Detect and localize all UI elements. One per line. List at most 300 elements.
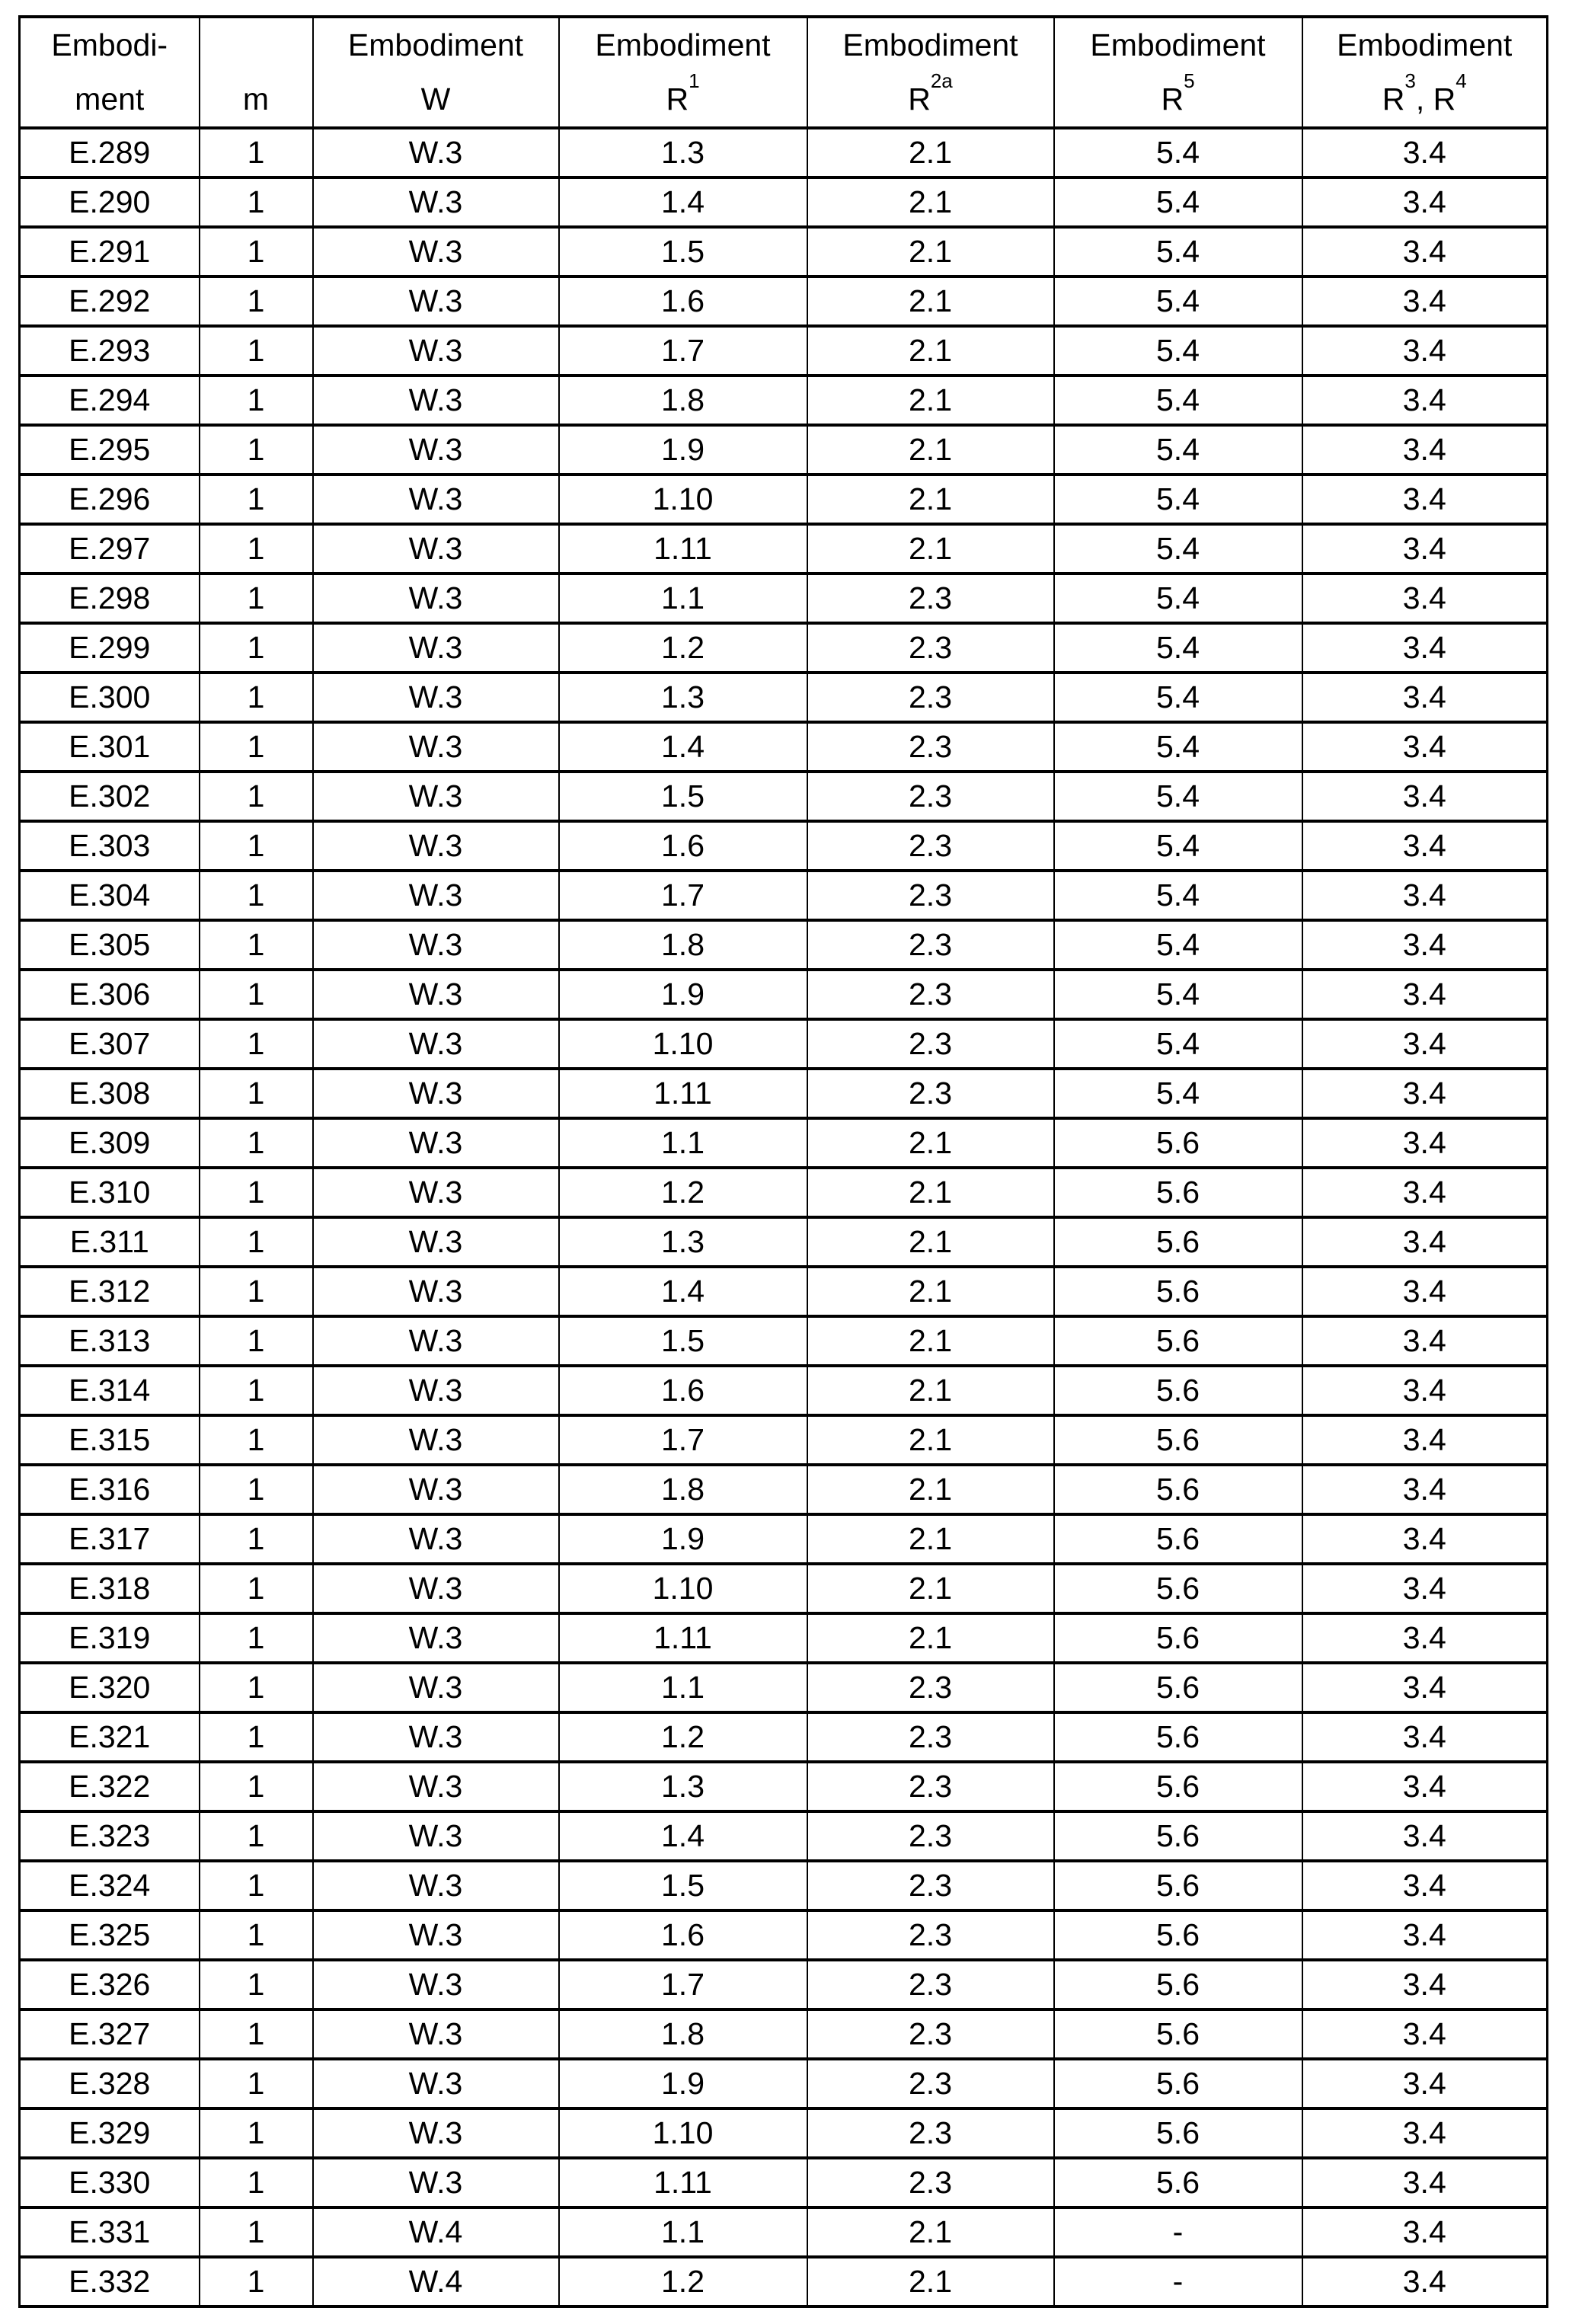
cell-embodiment: E.298 bbox=[20, 574, 200, 623]
cell-embodiment: E.294 bbox=[20, 376, 200, 425]
cell-r5: 5.6 bbox=[1054, 1465, 1302, 1514]
cell-embodiment: E.306 bbox=[20, 970, 200, 1019]
cell-w: W.3 bbox=[313, 673, 559, 722]
cell-r3-r4: 3.4 bbox=[1302, 821, 1548, 871]
cell-w: W.3 bbox=[313, 772, 559, 821]
cell-r5: 5.6 bbox=[1054, 1168, 1302, 1217]
cell-r2a: 2.3 bbox=[807, 920, 1054, 970]
cell-r2a: 2.3 bbox=[807, 2009, 1054, 2059]
cell-r2a: 2.3 bbox=[807, 1811, 1054, 1861]
cell-r2a: 2.1 bbox=[807, 1564, 1054, 1613]
cell-w: W.3 bbox=[313, 1613, 559, 1663]
cell-embodiment: E.304 bbox=[20, 871, 200, 920]
cell-w: W.4 bbox=[313, 2207, 559, 2257]
cell-m: 1 bbox=[200, 128, 313, 177]
cell-r5: 5.4 bbox=[1054, 475, 1302, 524]
table-row bbox=[20, 425, 1548, 475]
cell-r2a: 2.1 bbox=[807, 1415, 1054, 1465]
cell-r2a: 2.1 bbox=[807, 1465, 1054, 1514]
cell-r2a: 2.1 bbox=[807, 376, 1054, 425]
cell-embodiment: E.299 bbox=[20, 623, 200, 673]
cell-r2a: 2.3 bbox=[807, 1910, 1054, 1960]
cell-m: 1 bbox=[200, 1415, 313, 1465]
cell-r2a: 2.1 bbox=[807, 2257, 1054, 2306]
cell-embodiment: E.321 bbox=[20, 1712, 200, 1762]
table-row bbox=[20, 623, 1548, 673]
cell-m: 1 bbox=[200, 2059, 313, 2108]
cell-r1: 1.7 bbox=[559, 1960, 807, 2009]
cell-r3-r4: 3.4 bbox=[1302, 1415, 1548, 1465]
cell-r1: 1.9 bbox=[559, 970, 807, 1019]
table-row bbox=[20, 1712, 1548, 1762]
cell-r5: 5.6 bbox=[1054, 1613, 1302, 1663]
cell-w: W.3 bbox=[313, 128, 559, 177]
cell-r2a: 2.1 bbox=[807, 1316, 1054, 1366]
cell-embodiment: E.328 bbox=[20, 2059, 200, 2108]
cell-embodiment: E.325 bbox=[20, 1910, 200, 1960]
cell-embodiment: E.327 bbox=[20, 2009, 200, 2059]
cell-w: W.3 bbox=[313, 1910, 559, 1960]
cell-embodiment: E.289 bbox=[20, 128, 200, 177]
cell-w: W.3 bbox=[313, 1960, 559, 2009]
cell-r3-r4: 3.4 bbox=[1302, 1613, 1548, 1663]
cell-m: 1 bbox=[200, 871, 313, 920]
cell-w: W.3 bbox=[313, 376, 559, 425]
cell-m: 1 bbox=[200, 1910, 313, 1960]
cell-r5: 5.4 bbox=[1054, 227, 1302, 277]
cell-r1: 1.9 bbox=[559, 1514, 807, 1564]
cell-r2a: 2.3 bbox=[807, 871, 1054, 920]
cell-r2a: 2.3 bbox=[807, 722, 1054, 772]
cell-r2a: 2.1 bbox=[807, 1267, 1054, 1316]
cell-r2a: 2.1 bbox=[807, 1118, 1054, 1168]
cell-r3-r4: 3.4 bbox=[1302, 920, 1548, 970]
cell-w: W.4 bbox=[313, 2257, 559, 2306]
cell-embodiment: E.329 bbox=[20, 2108, 200, 2158]
cell-r2a: 2.3 bbox=[807, 1663, 1054, 1712]
cell-r1: 1.9 bbox=[559, 425, 807, 475]
cell-embodiment: E.310 bbox=[20, 1168, 200, 1217]
cell-r2a: 2.1 bbox=[807, 277, 1054, 326]
cell-r1: 1.2 bbox=[559, 2257, 807, 2306]
cell-embodiment: E.292 bbox=[20, 277, 200, 326]
table-row bbox=[20, 376, 1548, 425]
cell-r3-r4: 3.4 bbox=[1302, 1861, 1548, 1910]
cell-r3-r4: 3.4 bbox=[1302, 1366, 1548, 1415]
cell-r3-r4: 3.4 bbox=[1302, 2108, 1548, 2158]
header-r1: Embodiment $R^1$ bbox=[559, 17, 807, 128]
cell-w: W.3 bbox=[313, 177, 559, 227]
cell-m: 1 bbox=[200, 1811, 313, 1861]
cell-r5: 5.6 bbox=[1054, 1811, 1302, 1861]
cell-embodiment: E.309 bbox=[20, 1118, 200, 1168]
cell-m: 1 bbox=[200, 1465, 313, 1514]
table-row bbox=[20, 821, 1548, 871]
table-row bbox=[20, 475, 1548, 524]
cell-embodiment: E.313 bbox=[20, 1316, 200, 1366]
cell-m: 1 bbox=[200, 772, 313, 821]
cell-r5: 5.4 bbox=[1054, 277, 1302, 326]
cell-r2a: 2.1 bbox=[807, 326, 1054, 376]
cell-embodiment: E.308 bbox=[20, 1069, 200, 1118]
cell-m: 1 bbox=[200, 1118, 313, 1168]
table-row bbox=[20, 227, 1548, 277]
cell-r1: 1.10 bbox=[559, 2108, 807, 2158]
cell-r5: 5.6 bbox=[1054, 1564, 1302, 1613]
cell-r2a: 2.1 bbox=[807, 1366, 1054, 1415]
cell-r5: 5.4 bbox=[1054, 871, 1302, 920]
cell-m: 1 bbox=[200, 1019, 313, 1069]
cell-w: W.3 bbox=[313, 1217, 559, 1267]
cell-w: W.3 bbox=[313, 277, 559, 326]
cell-r1: 1.4 bbox=[559, 1811, 807, 1861]
cell-embodiment: E.300 bbox=[20, 673, 200, 722]
cell-r5: 5.4 bbox=[1054, 425, 1302, 475]
cell-r5: 5.6 bbox=[1054, 1118, 1302, 1168]
cell-r1: 1.10 bbox=[559, 1019, 807, 1069]
table-row bbox=[20, 1217, 1548, 1267]
cell-embodiment: E.311 bbox=[20, 1217, 200, 1267]
cell-r3-r4: 3.4 bbox=[1302, 970, 1548, 1019]
cell-w: W.3 bbox=[313, 1069, 559, 1118]
cell-embodiment: E.324 bbox=[20, 1861, 200, 1910]
cell-m: 1 bbox=[200, 475, 313, 524]
cell-m: 1 bbox=[200, 425, 313, 475]
cell-r5: 5.4 bbox=[1054, 821, 1302, 871]
table-row bbox=[20, 970, 1548, 1019]
cell-m: 1 bbox=[200, 673, 313, 722]
cell-r5: 5.4 bbox=[1054, 376, 1302, 425]
table-row bbox=[20, 1069, 1548, 1118]
cell-r1: 1.8 bbox=[559, 376, 807, 425]
cell-r2a: 2.3 bbox=[807, 1861, 1054, 1910]
cell-r2a: 2.1 bbox=[807, 425, 1054, 475]
cell-m: 1 bbox=[200, 1217, 313, 1267]
table-row bbox=[20, 871, 1548, 920]
table-row bbox=[20, 574, 1548, 623]
cell-embodiment: E.290 bbox=[20, 177, 200, 227]
table-row bbox=[20, 326, 1548, 376]
cell-w: W.3 bbox=[313, 2059, 559, 2108]
cell-r3-r4: 3.4 bbox=[1302, 1118, 1548, 1168]
cell-embodiment: E.326 bbox=[20, 1960, 200, 2009]
table-row bbox=[20, 1415, 1548, 1465]
cell-r3-r4: 3.4 bbox=[1302, 475, 1548, 524]
cell-r5: 5.6 bbox=[1054, 1267, 1302, 1316]
cell-embodiment: E.295 bbox=[20, 425, 200, 475]
cell-w: W.3 bbox=[313, 1811, 559, 1861]
cell-m: 1 bbox=[200, 1168, 313, 1217]
table-row bbox=[20, 1663, 1548, 1712]
cell-r1: 1.5 bbox=[559, 1316, 807, 1366]
cell-w: W.3 bbox=[313, 574, 559, 623]
cell-r1: 1.1 bbox=[559, 574, 807, 623]
table-row bbox=[20, 524, 1548, 574]
cell-r1: 1.3 bbox=[559, 1217, 807, 1267]
cell-r5: 5.4 bbox=[1054, 1019, 1302, 1069]
cell-embodiment: E.307 bbox=[20, 1019, 200, 1069]
table-row bbox=[20, 1762, 1548, 1811]
cell-r3-r4: 3.4 bbox=[1302, 673, 1548, 722]
table-row bbox=[20, 1811, 1548, 1861]
table-row bbox=[20, 1316, 1548, 1366]
cell-w: W.3 bbox=[313, 326, 559, 376]
cell-r1: 1.11 bbox=[559, 1069, 807, 1118]
cell-embodiment: E.302 bbox=[20, 772, 200, 821]
table-row bbox=[20, 920, 1548, 970]
cell-w: W.3 bbox=[313, 2009, 559, 2059]
cell-r3-r4: 3.4 bbox=[1302, 177, 1548, 227]
cell-r1: 1.11 bbox=[559, 1613, 807, 1663]
cell-r3-r4: 3.4 bbox=[1302, 1960, 1548, 2009]
cell-w: W.3 bbox=[313, 1861, 559, 1910]
cell-r3-r4: 3.4 bbox=[1302, 376, 1548, 425]
cell-r5: - bbox=[1054, 2207, 1302, 2257]
cell-r1: 1.7 bbox=[559, 326, 807, 376]
cell-r2a: 2.1 bbox=[807, 475, 1054, 524]
cell-r3-r4: 3.4 bbox=[1302, 227, 1548, 277]
cell-r5: 5.4 bbox=[1054, 128, 1302, 177]
cell-r2a: 2.3 bbox=[807, 1712, 1054, 1762]
table-row bbox=[20, 2009, 1548, 2059]
cell-embodiment: E.314 bbox=[20, 1366, 200, 1415]
table-row bbox=[20, 1019, 1548, 1069]
cell-r5: 5.6 bbox=[1054, 1861, 1302, 1910]
cell-embodiment: E.316 bbox=[20, 1465, 200, 1514]
table-row bbox=[20, 1613, 1548, 1663]
cell-m: 1 bbox=[200, 1960, 313, 2009]
cell-r1: 1.10 bbox=[559, 475, 807, 524]
cell-r1: 1.6 bbox=[559, 277, 807, 326]
table-row bbox=[20, 277, 1548, 326]
cell-m: 1 bbox=[200, 722, 313, 772]
header-embodiment: Embodi- ment bbox=[20, 17, 200, 128]
table-row bbox=[20, 1366, 1548, 1415]
cell-r2a: 2.1 bbox=[807, 227, 1054, 277]
cell-w: W.3 bbox=[313, 1712, 559, 1762]
table-row bbox=[20, 128, 1548, 177]
cell-r3-r4: 3.4 bbox=[1302, 1217, 1548, 1267]
cell-w: W.3 bbox=[313, 821, 559, 871]
table-row bbox=[20, 1514, 1548, 1564]
cell-m: 1 bbox=[200, 623, 313, 673]
cell-r1: 1.6 bbox=[559, 1366, 807, 1415]
cell-m: 1 bbox=[200, 177, 313, 227]
cell-embodiment: E.318 bbox=[20, 1564, 200, 1613]
cell-r2a: 2.3 bbox=[807, 1019, 1054, 1069]
cell-r5: 5.4 bbox=[1054, 326, 1302, 376]
cell-r2a: 2.3 bbox=[807, 673, 1054, 722]
cell-r2a: 2.1 bbox=[807, 1168, 1054, 1217]
cell-r1: 1.7 bbox=[559, 871, 807, 920]
cell-r5: 5.4 bbox=[1054, 920, 1302, 970]
cell-r3-r4: 3.4 bbox=[1302, 1663, 1548, 1712]
header-w: Embodiment W bbox=[313, 17, 559, 128]
cell-w: W.3 bbox=[313, 970, 559, 1019]
cell-embodiment: E.320 bbox=[20, 1663, 200, 1712]
cell-m: 1 bbox=[200, 2009, 313, 2059]
cell-r2a: 2.3 bbox=[807, 772, 1054, 821]
cell-r5: 5.6 bbox=[1054, 1762, 1302, 1811]
cell-r1: 1.1 bbox=[559, 1118, 807, 1168]
cell-m: 1 bbox=[200, 326, 313, 376]
cell-r5: 5.4 bbox=[1054, 574, 1302, 623]
cell-r3-r4: 3.4 bbox=[1302, 623, 1548, 673]
cell-m: 1 bbox=[200, 1762, 313, 1811]
cell-embodiment: E.293 bbox=[20, 326, 200, 376]
table-row bbox=[20, 1910, 1548, 1960]
cell-r2a: 2.3 bbox=[807, 2108, 1054, 2158]
cell-r3-r4: 3.4 bbox=[1302, 1316, 1548, 1366]
cell-r3-r4: 3.4 bbox=[1302, 128, 1548, 177]
table-row bbox=[20, 722, 1548, 772]
cell-r1: 1.2 bbox=[559, 623, 807, 673]
cell-m: 1 bbox=[200, 821, 313, 871]
cell-r2a: 2.3 bbox=[807, 970, 1054, 1019]
cell-r1: 1.5 bbox=[559, 1861, 807, 1910]
cell-r3-r4: 3.4 bbox=[1302, 1267, 1548, 1316]
cell-w: W.3 bbox=[313, 1663, 559, 1712]
cell-r5: 5.4 bbox=[1054, 1069, 1302, 1118]
cell-embodiment: E.301 bbox=[20, 722, 200, 772]
header-m: m bbox=[200, 17, 313, 128]
cell-w: W.3 bbox=[313, 1366, 559, 1415]
cell-embodiment: E.331 bbox=[20, 2207, 200, 2257]
cell-w: W.3 bbox=[313, 227, 559, 277]
cell-embodiment: E.317 bbox=[20, 1514, 200, 1564]
cell-r5: 5.6 bbox=[1054, 2158, 1302, 2207]
cell-r5: 5.6 bbox=[1054, 1217, 1302, 1267]
cell-r3-r4: 3.4 bbox=[1302, 1564, 1548, 1613]
cell-r1: 1.8 bbox=[559, 1465, 807, 1514]
cell-embodiment: E.330 bbox=[20, 2158, 200, 2207]
cell-m: 1 bbox=[200, 1514, 313, 1564]
cell-r1: 1.7 bbox=[559, 1415, 807, 1465]
cell-r2a: 2.1 bbox=[807, 524, 1054, 574]
cell-embodiment: E.332 bbox=[20, 2257, 200, 2306]
cell-r5: 5.4 bbox=[1054, 524, 1302, 574]
cell-w: W.3 bbox=[313, 1762, 559, 1811]
embodiment-table bbox=[18, 15, 1548, 2308]
cell-r5: 5.6 bbox=[1054, 2108, 1302, 2158]
cell-r5: 5.6 bbox=[1054, 1366, 1302, 1415]
cell-w: W.3 bbox=[313, 920, 559, 970]
cell-embodiment: E.297 bbox=[20, 524, 200, 574]
cell-r5: 5.6 bbox=[1054, 1960, 1302, 2009]
cell-r1: 1.1 bbox=[559, 1663, 807, 1712]
cell-r1: 1.10 bbox=[559, 1564, 807, 1613]
cell-r3-r4: 3.4 bbox=[1302, 574, 1548, 623]
cell-w: W.3 bbox=[313, 1316, 559, 1366]
cell-r5: 5.6 bbox=[1054, 1415, 1302, 1465]
cell-r1: 1.4 bbox=[559, 1267, 807, 1316]
table-row bbox=[20, 1267, 1548, 1316]
cell-embodiment: E.322 bbox=[20, 1762, 200, 1811]
table-row bbox=[20, 673, 1548, 722]
cell-m: 1 bbox=[200, 277, 313, 326]
table-row bbox=[20, 1168, 1548, 1217]
cell-r3-r4: 3.4 bbox=[1302, 1514, 1548, 1564]
cell-r1: 1.6 bbox=[559, 821, 807, 871]
cell-embodiment: E.312 bbox=[20, 1267, 200, 1316]
cell-m: 1 bbox=[200, 2257, 313, 2306]
table-row bbox=[20, 1118, 1548, 1168]
cell-r3-r4: 3.4 bbox=[1302, 1712, 1548, 1762]
cell-r2a: 2.3 bbox=[807, 1960, 1054, 2009]
cell-r1: 1.2 bbox=[559, 1712, 807, 1762]
cell-r5: 5.4 bbox=[1054, 772, 1302, 821]
cell-r3-r4: 3.4 bbox=[1302, 326, 1548, 376]
table-row bbox=[20, 2108, 1548, 2158]
cell-m: 1 bbox=[200, 1663, 313, 1712]
table-row bbox=[20, 1861, 1548, 1910]
cell-r3-r4: 3.4 bbox=[1302, 1168, 1548, 1217]
cell-m: 1 bbox=[200, 376, 313, 425]
cell-r5: 5.4 bbox=[1054, 623, 1302, 673]
cell-w: W.3 bbox=[313, 623, 559, 673]
cell-r3-r4: 3.4 bbox=[1302, 524, 1548, 574]
cell-embodiment: E.303 bbox=[20, 821, 200, 871]
cell-r5: 5.6 bbox=[1054, 1663, 1302, 1712]
cell-m: 1 bbox=[200, 1712, 313, 1762]
cell-w: W.3 bbox=[313, 1514, 559, 1564]
cell-r1: 1.1 bbox=[559, 2207, 807, 2257]
header-r5: Embodiment $R^5$ bbox=[1054, 17, 1302, 128]
cell-r3-r4: 3.4 bbox=[1302, 1910, 1548, 1960]
cell-r3-r4: 3.4 bbox=[1302, 2059, 1548, 2108]
cell-r3-r4: 3.4 bbox=[1302, 2009, 1548, 2059]
cell-r3-r4: 3.4 bbox=[1302, 1069, 1548, 1118]
cell-r3-r4: 3.4 bbox=[1302, 871, 1548, 920]
cell-r5: 5.6 bbox=[1054, 1712, 1302, 1762]
table-row bbox=[20, 1465, 1548, 1514]
cell-w: W.3 bbox=[313, 1267, 559, 1316]
table-row bbox=[20, 2158, 1548, 2207]
cell-embodiment: E.305 bbox=[20, 920, 200, 970]
cell-r1: 1.8 bbox=[559, 2009, 807, 2059]
cell-m: 1 bbox=[200, 1267, 313, 1316]
cell-r2a: 2.3 bbox=[807, 821, 1054, 871]
header-r3-r4: Embodiment $R^3$, $R^4$ bbox=[1302, 17, 1548, 128]
cell-r1: 1.6 bbox=[559, 1910, 807, 1960]
cell-r3-r4: 3.4 bbox=[1302, 772, 1548, 821]
cell-r5: 5.6 bbox=[1054, 1910, 1302, 1960]
cell-embodiment: E.291 bbox=[20, 227, 200, 277]
cell-m: 1 bbox=[200, 970, 313, 1019]
cell-w: W.3 bbox=[313, 871, 559, 920]
cell-r1: 1.4 bbox=[559, 722, 807, 772]
cell-r3-r4: 3.4 bbox=[1302, 425, 1548, 475]
cell-w: W.3 bbox=[313, 2158, 559, 2207]
cell-embodiment: E.315 bbox=[20, 1415, 200, 1465]
cell-r3-r4: 3.4 bbox=[1302, 277, 1548, 326]
cell-r1: 1.4 bbox=[559, 177, 807, 227]
cell-embodiment: E.319 bbox=[20, 1613, 200, 1663]
cell-w: W.3 bbox=[313, 1465, 559, 1514]
cell-r2a: 2.3 bbox=[807, 574, 1054, 623]
table-row bbox=[20, 1960, 1548, 2009]
table-row bbox=[20, 2257, 1548, 2306]
cell-embodiment: E.323 bbox=[20, 1811, 200, 1861]
cell-r2a: 2.1 bbox=[807, 1217, 1054, 1267]
cell-r1: 1.3 bbox=[559, 673, 807, 722]
cell-m: 1 bbox=[200, 1069, 313, 1118]
cell-r1: 1.5 bbox=[559, 772, 807, 821]
cell-r2a: 2.1 bbox=[807, 1613, 1054, 1663]
cell-m: 1 bbox=[200, 1316, 313, 1366]
cell-w: W.3 bbox=[313, 1564, 559, 1613]
cell-r1: 1.5 bbox=[559, 227, 807, 277]
